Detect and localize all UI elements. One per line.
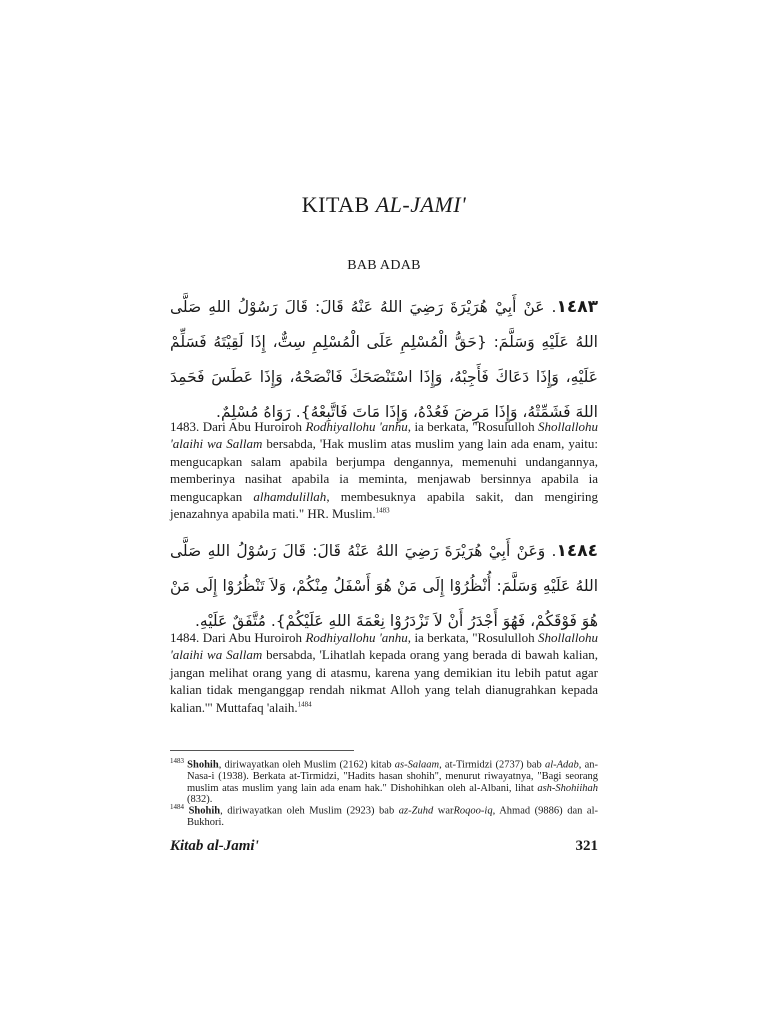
running-title: Kitab al-Jami' <box>170 838 259 854</box>
footnote-1484 <box>170 802 598 829</box>
footnote-1484-text-2: war <box>433 805 454 817</box>
hadith-1484-text-2: , ia berkata, "Rosululloh <box>407 630 539 645</box>
footnote-1483-text-1: , diriwayatkan oleh Muslim (2162) kitab <box>218 759 395 771</box>
hadith-1483-text-4: , membesuknya apabila sakit, dan mengiring jenazahnya apabila mati." HR. Muslim. <box>170 488 598 522</box>
hadith-1484-number: 1484. <box>170 630 200 645</box>
footnote-1483 <box>170 756 598 806</box>
chapter-title-main: KITAB <box>301 192 376 217</box>
hadith-1483-text-2: , ia berkata, "Rosululloh <box>407 419 539 434</box>
hadith-1483-italic-1: Rodhiyallohu 'anhu <box>305 419 408 434</box>
hadith-1484-text-3: bersabda, 'Lihatlah kepada orang yang berada di bawah kalian, jangan melihat orang yang di atasmu, karena yang demikian itu lebih patut agar kalian tidak menganggap rendah nikmat Alloh yang telah dianugrahkan kepada kalian.'" Muttafaq 'alaih. <box>170 647 599 715</box>
section-heading: BAB ADAB <box>347 258 421 273</box>
hadith-1484-text-1: Dari Abu Huroiroh <box>199 630 306 645</box>
footnote-1483-number: 1483 <box>170 757 184 765</box>
hadith-1483-number: 1483. <box>170 419 200 434</box>
footnote-1483-text-2: , at-Tirmidzi (2737) bab <box>439 759 545 771</box>
hadith-1483-translation <box>170 418 598 522</box>
hadith-1484-italic-1: Rodhiyallohu 'anhu <box>305 630 408 645</box>
footnote-1484-text-3: , Ahmad (9886) dan al-Bukhori. <box>187 805 599 829</box>
chapter-title <box>0 192 768 218</box>
hadith-1483-text-1: Dari Abu Huroiroh <box>199 419 306 434</box>
footnote-1484-number: 1484 <box>170 803 184 811</box>
footnote-1483-italic-2: al-Adab <box>544 759 579 771</box>
footnote-1483-italic-3: ash-Shohiihah <box>537 782 598 794</box>
footnote-1483-text-3: , an-Nasa-i (1938). Berkata at-Tirmidzi, "Hadits hasan shohih", menurut riwayatnya, "Bagi seorang muslim atas muslim yang lain ada enam hak." Dishohihkan oleh al-Albani, lihat <box>187 759 598 794</box>
footnote-1484-italic-2: Roqoo-iq <box>453 805 493 817</box>
chapter-title-italic: AL-JAMI' <box>375 192 467 217</box>
hadith-1483-footnote-ref: 1483 <box>375 506 390 515</box>
footnote-1483-italic-1: as-Salaam <box>394 759 440 771</box>
hadith-1483-italic-3: alhamdulillah <box>253 488 327 504</box>
hadith-1484-translation <box>170 629 598 716</box>
footnote-1483-text-4: (832). <box>187 794 213 806</box>
hadith-1484-arabic <box>170 534 598 639</box>
hadith-1483-arabic <box>170 290 598 430</box>
hadith-1483-text-3: bersabda, 'Hak muslim atas muslim yang lain ada enam, yaitu: mengucapkan salam apabila berjumpa dengannya, memenuhi undangannya, memberinya nasihat apabila ia meminta, menjawab bersinnya apabila ia mengucapkan <box>170 436 598 504</box>
hadith-1483-arabic-number: ١٤٨٣ <box>556 297 598 317</box>
footnote-1484-bold: Shohih <box>188 805 221 817</box>
hadith-1483-arabic-text: . عَنْ أَبِيْ هُرَيْرَةَ رَضِيَ اللهُ عَنْهُ قَالَ: قَالَ رَسُوْلُ اللهِ صَلَّى اللهُ عَلَيْهِ وَسَلَّمَ: {حَقُّ الْمُسْلِمِ عَلَى الْمُسْلِمِ سِتٌّ، إِذَا لَقِيْتَهُ فَسَلِّمْ عَلَيْهِ، وَإِذَا دَعَاكَ فَأَجِبْهُ، وَإِذَا اسْتَنْصَحَكَ فَانْصَحْهُ، وَإِذَا عَطَسَ فَحَمِدَ اللهَ فَشَمِّتْهُ، وَإِذَا مَرِضَ فَعُدْهُ، وَإِذَا مَاتَ فَاتَّبِعْهُ}. رَوَاهُ مُسْلِمٌ. <box>170 298 598 421</box>
hadith-1484-arabic-number: ١٤٨٤ <box>556 541 598 561</box>
hadith-1484-footnote-ref: 1484 <box>297 700 312 709</box>
footnote-1484-text-1: , diriwayatkan oleh Muslim (2923) bab <box>220 805 399 817</box>
hadith-1483-italic-2: Shollallohu 'alaihi wa Sallam <box>170 419 598 452</box>
hadith-1484-italic-2: Shollallohu 'alaihi wa Sallam <box>170 630 598 663</box>
footnote-1483-bold: Shohih <box>187 759 219 771</box>
page-number: 321 <box>575 838 598 854</box>
footnote-1484-italic-1: az-Zuhd <box>398 805 434 817</box>
hadith-1484-arabic-text: . وَعَنْ أَبِيْ هُرَيْرَةَ رَضِيَ اللهُ عَنْهُ قَالَ: قَالَ رَسُوْلُ اللهِ صَلَّى اللهُ عَلَيْهِ وَسَلَّمَ: أُنْظُرُوْا إِلَى مَنْ هُوَ أَسْفَلُ مِنْكُمْ، وَلاَ تَنْظُرُوْا إِلَى مَنْ هُوَ فَوْقَكُمْ، فَهُوَ أَجْدَرُ أَنْ لاَ تَزْدَرُوْا نِعْمَةَ اللهِ عَلَيْكُمْ}. مُتَّفَقٌ عَلَيْهِ. <box>170 542 598 630</box>
footnote-separator <box>170 750 354 751</box>
